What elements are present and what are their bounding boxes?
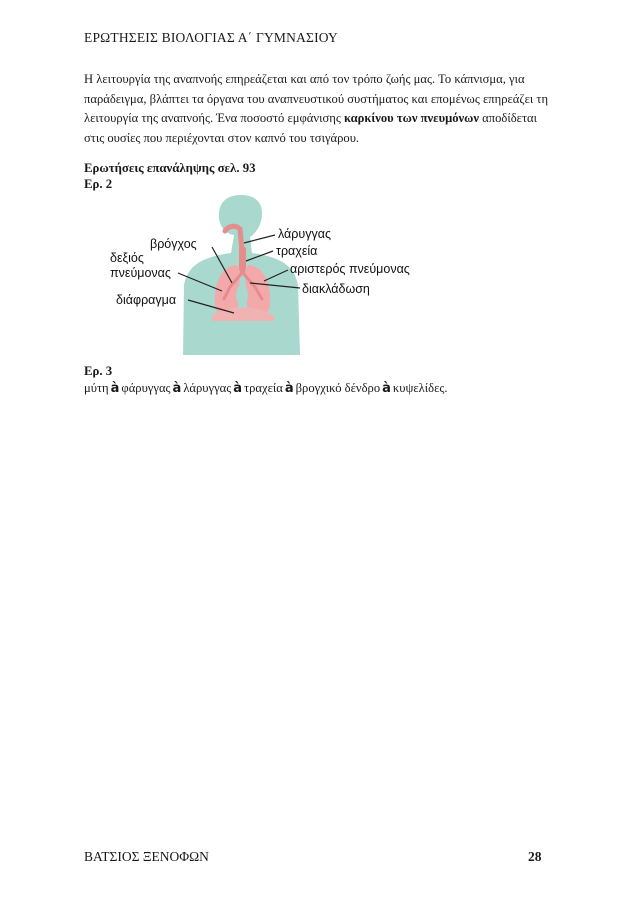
label-branching: διακλάδωση	[302, 282, 370, 296]
paragraph-text-start: Η λειτουργία της αναπνοής επηρεάζεται και από τον τρόπο ζωής μας. Το κάπνισμα, για παράδειγμα, βλάπτει τα όργανα του αναπνευστικού συστήματος και επομένως επηρεάζει τη λειτουργία της αναπνοής. Ένα ποσοστό εμφάνισης	[84, 72, 549, 125]
sequence-step: φάρυγγας	[121, 381, 171, 395]
sequence-arrow: à	[110, 381, 120, 396]
heart-area	[236, 285, 248, 305]
sequence-step: τραχεία	[244, 381, 283, 395]
sequence-arrow: à	[172, 381, 182, 396]
question-2-label: Ερ. 2	[84, 177, 113, 191]
airway-sequence	[84, 381, 448, 396]
page-header: ΕΡΩΤΗΣΕΙΣ ΒΙΟΛΟΓΙΑΣ Α΄ ΓΥΜΝΑΣΙΟΥ	[84, 30, 338, 45]
sequence-step: μύτη	[84, 381, 109, 395]
sequence-arrow: à	[233, 381, 243, 396]
label-right-lung-line2: πνεύμονας	[110, 266, 171, 280]
label-diaphragm: διάφραγμα	[116, 293, 177, 307]
trachea-shape	[239, 247, 246, 275]
footer-author: ΒΑΤΣΙΟΣ ΞΕΝΟΦΩΝ	[84, 849, 209, 864]
label-bronchus: βρόγχος	[150, 237, 197, 251]
label-right-lung-line1: δεξιός	[110, 251, 144, 265]
paragraph-text-end: αποδίδεται στις ουσίες που περιέχονται στον καπνό του τσιγάρου.	[84, 111, 537, 145]
sequence-step: βρογχικό δένδρο	[295, 381, 381, 395]
question-3-label: Ερ. 3	[84, 364, 113, 378]
label-larynx: λάρυγγας	[278, 227, 331, 241]
respiratory-system-diagram	[84, 195, 464, 355]
sequence-step: λάρυγγας	[183, 381, 232, 395]
paragraph-bold-text: καρκίνου των πνευμόνων	[343, 111, 479, 125]
review-questions-heading: Ερωτήσεις επανάληψης σελ. 93	[84, 161, 256, 175]
label-left-lung: αριστερός πνεύμονας	[290, 262, 410, 276]
label-trachea: τραχεία	[276, 244, 318, 258]
intro-paragraph	[84, 70, 554, 148]
sequence-arrow: à	[382, 381, 391, 396]
sequence-step: κυψελίδες.	[392, 381, 448, 395]
footer-page-number: 28	[528, 849, 542, 864]
sequence-arrow: à	[284, 381, 294, 396]
